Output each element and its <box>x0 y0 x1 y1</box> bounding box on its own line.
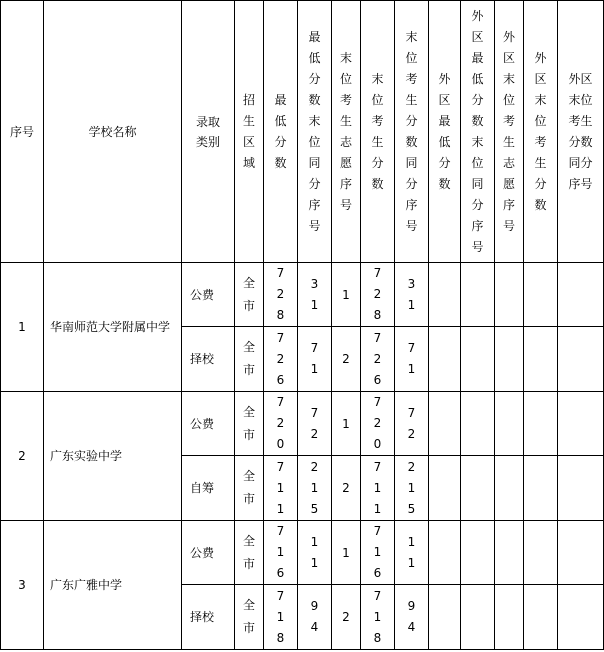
empty-cell <box>495 585 524 650</box>
empty-cell <box>524 327 558 392</box>
empty-cell <box>558 456 604 521</box>
empty-cell <box>558 585 604 650</box>
empty-cell <box>558 521 604 585</box>
category-cell: 择校 <box>182 585 235 650</box>
empty-cell <box>495 263 524 327</box>
empty-cell <box>429 392 461 456</box>
empty-cell <box>429 327 461 392</box>
table-row <box>1 263 604 327</box>
last-rank-cell: 71 <box>395 327 429 392</box>
header-min-score: 最低分数 <box>264 1 298 263</box>
last-rank-cell: 72 <box>395 392 429 456</box>
min-score-cell: 726 <box>264 327 298 392</box>
area-cell: 全市 <box>235 585 264 650</box>
header-out-min-rank: 外区最低分数末位同分序号 <box>461 1 495 263</box>
last-score-cell: 728 <box>361 263 395 327</box>
area-cell: 全市 <box>235 327 264 392</box>
header-school: 学校名称 <box>44 1 182 263</box>
empty-cell <box>524 456 558 521</box>
empty-cell <box>495 456 524 521</box>
last-pref-cell: 1 <box>332 392 361 456</box>
table-row <box>1 392 604 456</box>
empty-cell <box>429 585 461 650</box>
last-score-cell: 716 <box>361 521 395 585</box>
category-cell: 公费 <box>182 392 235 456</box>
school-seq: 3 <box>1 521 44 650</box>
school-name: 华南师范大学附属中学 <box>44 263 182 392</box>
empty-cell <box>558 392 604 456</box>
last-rank-cell: 31 <box>395 263 429 327</box>
last-score-cell: 711 <box>361 456 395 521</box>
min-last-rank-cell: 31 <box>298 263 332 327</box>
category-cell: 择校 <box>182 327 235 392</box>
school-name: 广东广雅中学 <box>44 521 182 650</box>
last-score-cell: 718 <box>361 585 395 650</box>
last-pref-cell: 2 <box>332 456 361 521</box>
min-score-cell: 716 <box>264 521 298 585</box>
header-row <box>1 1 604 263</box>
empty-cell <box>524 521 558 585</box>
empty-cell <box>461 327 495 392</box>
header-area: 招生区域 <box>235 1 264 263</box>
category-cell: 自筹 <box>182 456 235 521</box>
empty-cell <box>558 327 604 392</box>
empty-cell <box>524 585 558 650</box>
school-seq: 1 <box>1 263 44 392</box>
min-score-cell: 720 <box>264 392 298 456</box>
header-last-rank: 末位考生分数同分序号 <box>395 1 429 263</box>
min-score-cell: 711 <box>264 456 298 521</box>
area-cell: 全市 <box>235 392 264 456</box>
header-category: 录取类别 <box>182 1 235 263</box>
min-last-rank-cell: 72 <box>298 392 332 456</box>
empty-cell <box>495 521 524 585</box>
min-last-rank-cell: 71 <box>298 327 332 392</box>
last-pref-cell: 1 <box>332 521 361 585</box>
header-out-min: 外区最低分数 <box>429 1 461 263</box>
area-cell: 全市 <box>235 263 264 327</box>
min-last-rank-cell: 215 <box>298 456 332 521</box>
header-out-last-rank: 外区末位考生分数同分序号 <box>558 1 604 263</box>
category-cell: 公费 <box>182 263 235 327</box>
table-row <box>1 521 604 585</box>
min-score-cell: 728 <box>264 263 298 327</box>
header-min-last-rank: 最低分数末位同分序号 <box>298 1 332 263</box>
empty-cell <box>461 263 495 327</box>
last-rank-cell: 94 <box>395 585 429 650</box>
area-cell: 全市 <box>235 521 264 585</box>
last-pref-cell: 2 <box>332 327 361 392</box>
empty-cell <box>495 392 524 456</box>
school-seq: 2 <box>1 392 44 521</box>
empty-cell <box>429 521 461 585</box>
empty-cell <box>461 392 495 456</box>
last-pref-cell: 1 <box>332 263 361 327</box>
header-last-score: 末位考生分数 <box>361 1 395 263</box>
empty-cell <box>461 456 495 521</box>
header-out-last-pref: 外区末位考生志愿序号 <box>495 1 524 263</box>
empty-cell <box>495 327 524 392</box>
category-cell: 公费 <box>182 521 235 585</box>
min-score-cell: 718 <box>264 585 298 650</box>
empty-cell <box>429 263 461 327</box>
empty-cell <box>429 456 461 521</box>
empty-cell <box>524 392 558 456</box>
empty-cell <box>461 585 495 650</box>
header-seq: 序号 <box>1 1 44 263</box>
empty-cell <box>461 521 495 585</box>
min-last-rank-cell: 11 <box>298 521 332 585</box>
last-score-cell: 726 <box>361 327 395 392</box>
last-rank-cell: 11 <box>395 521 429 585</box>
header-last-pref: 末位考生志愿序号 <box>332 1 361 263</box>
empty-cell <box>524 263 558 327</box>
area-cell: 全市 <box>235 456 264 521</box>
school-name: 广东实验中学 <box>44 392 182 521</box>
header-out-last-score: 外区末位考生分数 <box>524 1 558 263</box>
min-last-rank-cell: 94 <box>298 585 332 650</box>
empty-cell <box>558 263 604 327</box>
last-score-cell: 720 <box>361 392 395 456</box>
last-pref-cell: 2 <box>332 585 361 650</box>
last-rank-cell: 215 <box>395 456 429 521</box>
